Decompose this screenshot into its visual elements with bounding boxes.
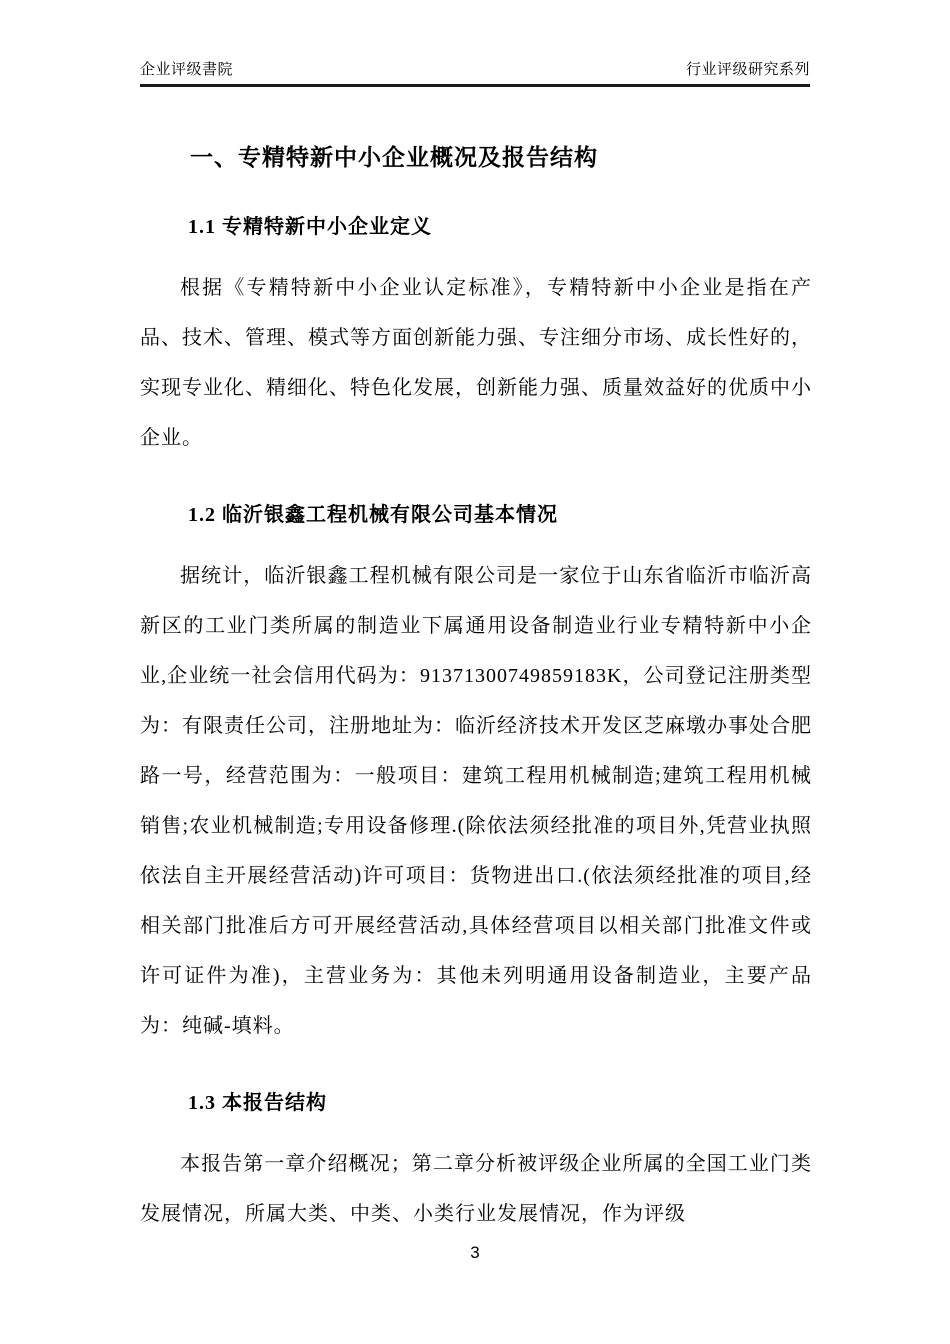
header-left-text: 企业评级書院 (140, 61, 234, 78)
document-body (140, 89, 812, 1239)
section-heading-1-2: 1.2 临沂银鑫工程机械有限公司基本情况 (188, 504, 558, 526)
page-header (140, 0, 810, 87)
section-heading-1-1: 1.1 专精特新中小企业定义 (188, 216, 432, 238)
page-number: 3 (470, 1243, 480, 1262)
section-1-3-paragraph: 本报告第一章介绍概况；第二章分析被评级企业所属的全国工业门类发展情况，所属大类、中类、小类行业发展情况，作为评级 (140, 1153, 812, 1225)
chapter-title: 一、专精特新中小企业概况及报告结构 (190, 145, 598, 170)
section-1-1-paragraph: 根据《专精特新中小企业认定标准》，专精特新中小企业是指在产品、技术、管理、模式等方面创新能力强、专注细分市场、成长性好的，实现专业化、精细化、特色化发展，创新能力强、质量效益好的优质中小企业。 (140, 277, 812, 449)
header-right-text: 行业评级研究系列 (685, 61, 810, 78)
section-heading-1-3: 1.3 本报告结构 (188, 1092, 327, 1114)
section-1-2-paragraph: 据统计，临沂银鑫工程机械有限公司是一家位于山东省临沂市临沂高新区的工业门类所属的制造业下属通用设备制造业行业专精特新中小企业,企业统一社会信用代码为：91371300749859183K，公司登记注册类型为：有限责任公司，注册地址为：临沂经济技术开发区芝麻墩办事处合肥路一号，经营范围为：一般项目：建筑工程用机械制造;建筑工程用机械销售;农业机械制造;专用设备修理.(除依法须经批准的项目外,凭营业执照依法自主开展经营活动)许可项目：货物进出口.(依法须经批准的项目,经相关部门批准后方可开展经营活动,具体经营项目以相关部门批准文件或许可证件为准)，主营业务为：其他未列明通用设备制造业，主要产品为：纯碱-填料。 (140, 565, 812, 1037)
page-footer (0, 1243, 950, 1263)
